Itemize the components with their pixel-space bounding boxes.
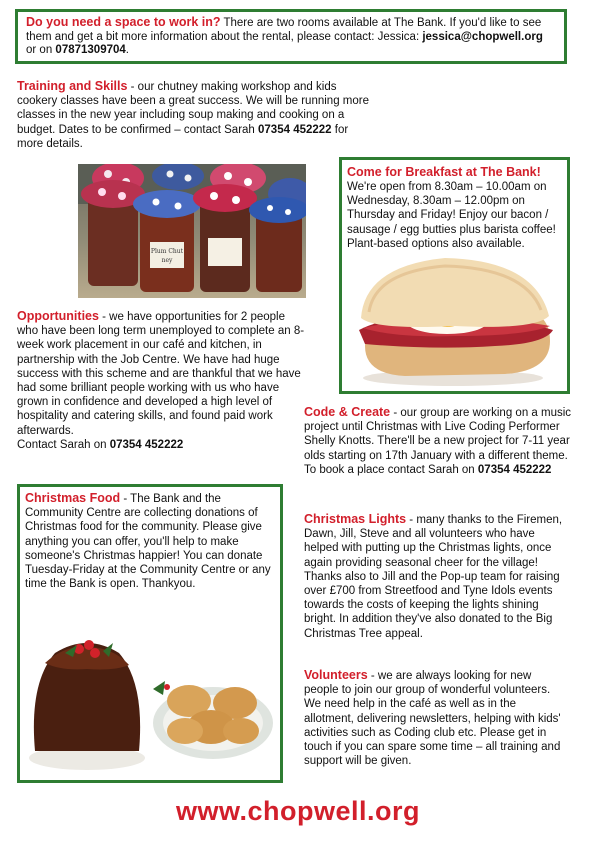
opportunities-contact: Contact Sarah on (17, 438, 110, 451)
code-phone: 07354 452222 (477, 463, 552, 476)
training-section (17, 79, 377, 151)
code-heading: Code & Create (304, 405, 391, 419)
space-end: . (125, 44, 129, 56)
breakfast-heading: Come for Breakfast at The Bank! (347, 165, 541, 179)
jar-label-text: Plum Chut (150, 248, 184, 255)
training-heading: Training and Skills (17, 79, 128, 93)
opportunities-section (17, 309, 307, 452)
footer-website-link[interactable]: www.chopwell.org (175, 796, 420, 826)
svg-text:ney: ney (161, 257, 173, 264)
space-email-link[interactable]: jessica@chopwell.org (422, 30, 543, 43)
volunteers-body: - we are always looking for new people to join our group of wonderful volunteers. We need help in the café as well as in the allotment, delivering newsletters, helping with kids' activities such as Coding club etc. Please get in touch if you can spare some time – all training and support will be given. (304, 670, 561, 768)
training-end: for more details. (17, 123, 349, 150)
christmas-lights-section (304, 512, 566, 641)
christmas-food-box (17, 484, 283, 783)
chutney-jars-illustration (78, 164, 306, 298)
chutney-jars-photo (78, 164, 306, 298)
space-heading: Do you need a space to work in? (26, 15, 221, 29)
space-phone: 07871309704 (55, 44, 126, 56)
space-body: There are two rooms available at The Bank. If you'd like to see them and get a bit more information about the rental, please contact: Jessica: (26, 17, 542, 43)
volunteers-heading: Volunteers (304, 668, 368, 682)
breakfast-body: We're open from 8.30am – 10.00am on Wednesday, 8.30am – 12.00pm on Thursday and Friday! Enjoy our bacon / sausage / egg butties plus barista coffee! Plant-based options also available. (347, 181, 556, 250)
christmas-food-body: - The Bank and the Community Centre are collecting donations of Christmas food for the community. Please give anything you can offer, you'll help to make someone's Christmas happier! You can donate Tuesday-Friday at the Community Centre or any time the Bank is open. Thankyou. (25, 493, 271, 591)
breakfast-box (339, 157, 570, 394)
training-body: - our chutney making workshop and kids cookery classes have been a great success. We will be running more classes in the new year including soup making and cooking on a budget. Dates to be confirmed – contact Sarah (17, 81, 369, 136)
opportunities-body: - we have opportunities for 2 people who have been long term unemployed to complete an 8-week work placement in our café and kitchen, in partnership with the Job Centre. We have had huge success with this scheme and are thankful that we have had some brilliant people working with us who have grown in confidence and developed a high level of hospitality and catering skills, and found paid work afterwards. (17, 311, 305, 437)
christmas-food-heading: Christmas Food (25, 491, 121, 505)
christmas-pudding-mince-pies-illustration (25, 623, 275, 773)
christmas-lights-heading: Christmas Lights (304, 512, 407, 526)
bacon-egg-roll-illustration (345, 246, 560, 388)
space-notice-box (15, 9, 567, 64)
training-phone: 07354 452222 (258, 123, 332, 136)
opportunities-heading: Opportunities (17, 309, 99, 323)
code-create-section (304, 405, 574, 477)
code-body: - our group are working on a music project until Christmas with Live Coding Performer Shelly Knotts. There'll be a new project for 7-11 year olds starting on 17th January with a different theme. To book a place contact Sarah on (304, 407, 572, 476)
volunteers-section (304, 668, 566, 768)
opportunities-phone: 07354 452222 (109, 438, 184, 451)
christmas-lights-body: - many thanks to the Firemen, Dawn, Jill, Steve and all volunteers who have helped with putting up the Christmas lights, once again providing seasonal cheer for the village! Thanks also to Jill and the Pop-up team for raising over £700 from Streetfood and Tyne Idols events towards the costs of keeping the lights shining bright. In addition they've also donated to the Big Christmas Tree appeal. (304, 514, 563, 640)
space-or-text: or on (26, 44, 56, 56)
